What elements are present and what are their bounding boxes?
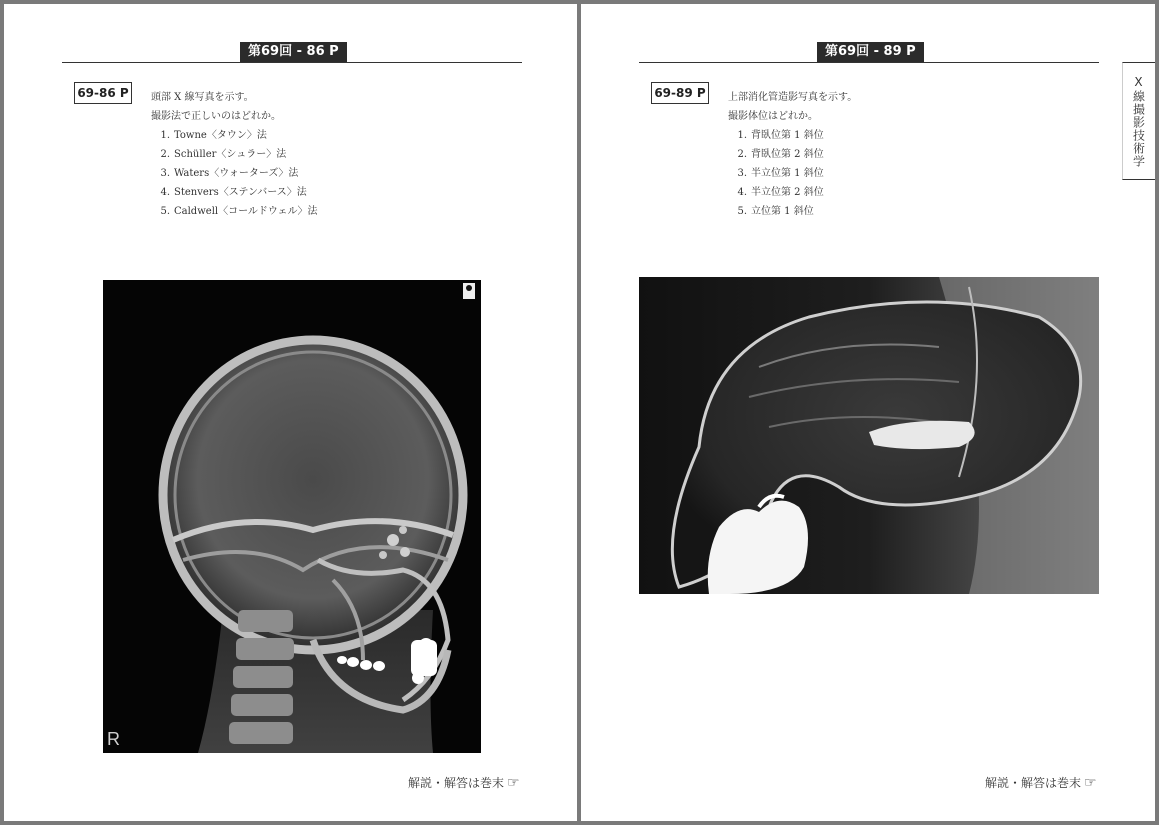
option-item[interactable]: 4. 半立位第 2 斜位 [737, 187, 824, 198]
page-header-tag: 第69回 - 86 P [240, 42, 347, 62]
option-item[interactable]: 3. Waters〈ウォーターズ〉法 [160, 168, 299, 179]
left-page [4, 4, 577, 821]
prompt-line: 撮影体位はどれか。 [728, 111, 818, 122]
question-text [728, 88, 857, 221]
section-side-tab[interactable] [1122, 62, 1155, 180]
answer-reference [408, 774, 520, 791]
option-item[interactable]: 1. 背臥位第 1 斜位 [737, 130, 824, 141]
option-item[interactable]: 3. 半立位第 1 斜位 [737, 168, 824, 179]
option-item[interactable]: 5. Caldwell〈コールドウェル〉法 [160, 206, 318, 217]
right-page [581, 4, 1155, 821]
xray-side-marker: R [107, 729, 120, 749]
answer-options [728, 126, 857, 221]
answer-reference-text: 解説・解答は巻末 [985, 776, 1082, 790]
upper-gi-xray-image [639, 277, 1099, 594]
pointing-hand-icon: ☞ [507, 775, 520, 791]
answer-reference [985, 774, 1097, 791]
question-text [151, 88, 318, 221]
question-id-box: 69-89 P [651, 82, 709, 104]
answer-reference-text: 解説・解答は巻末 [408, 776, 505, 790]
option-item[interactable]: 2. Schüller〈シュラー〉法 [160, 149, 287, 160]
prompt-line: 頭部 X 線写真を示す。 [151, 92, 254, 103]
option-item[interactable]: 5. 立位第 1 斜位 [737, 206, 814, 217]
prompt-line: 上部消化管造影写真を示す。 [728, 92, 858, 103]
page-header-tag: 第69回 - 89 P [817, 42, 924, 62]
option-item[interactable]: 4. Stenvers〈ステンバース〉法 [160, 187, 307, 198]
question-id-box: 69-86 P [74, 82, 132, 104]
skull-xray-image [103, 280, 481, 753]
side-tab-label: X線撮影技術学 [1131, 74, 1146, 168]
answer-options [151, 126, 318, 221]
option-item[interactable]: 1. Towne〈タウン〉法 [160, 130, 267, 141]
pointing-hand-icon: ☞ [1084, 775, 1097, 791]
prompt-line: 撮影法で正しいのはどれか。 [151, 111, 281, 122]
header-rule [639, 62, 1099, 63]
header-rule [62, 62, 522, 63]
option-item[interactable]: 2. 背臥位第 2 斜位 [737, 149, 824, 160]
